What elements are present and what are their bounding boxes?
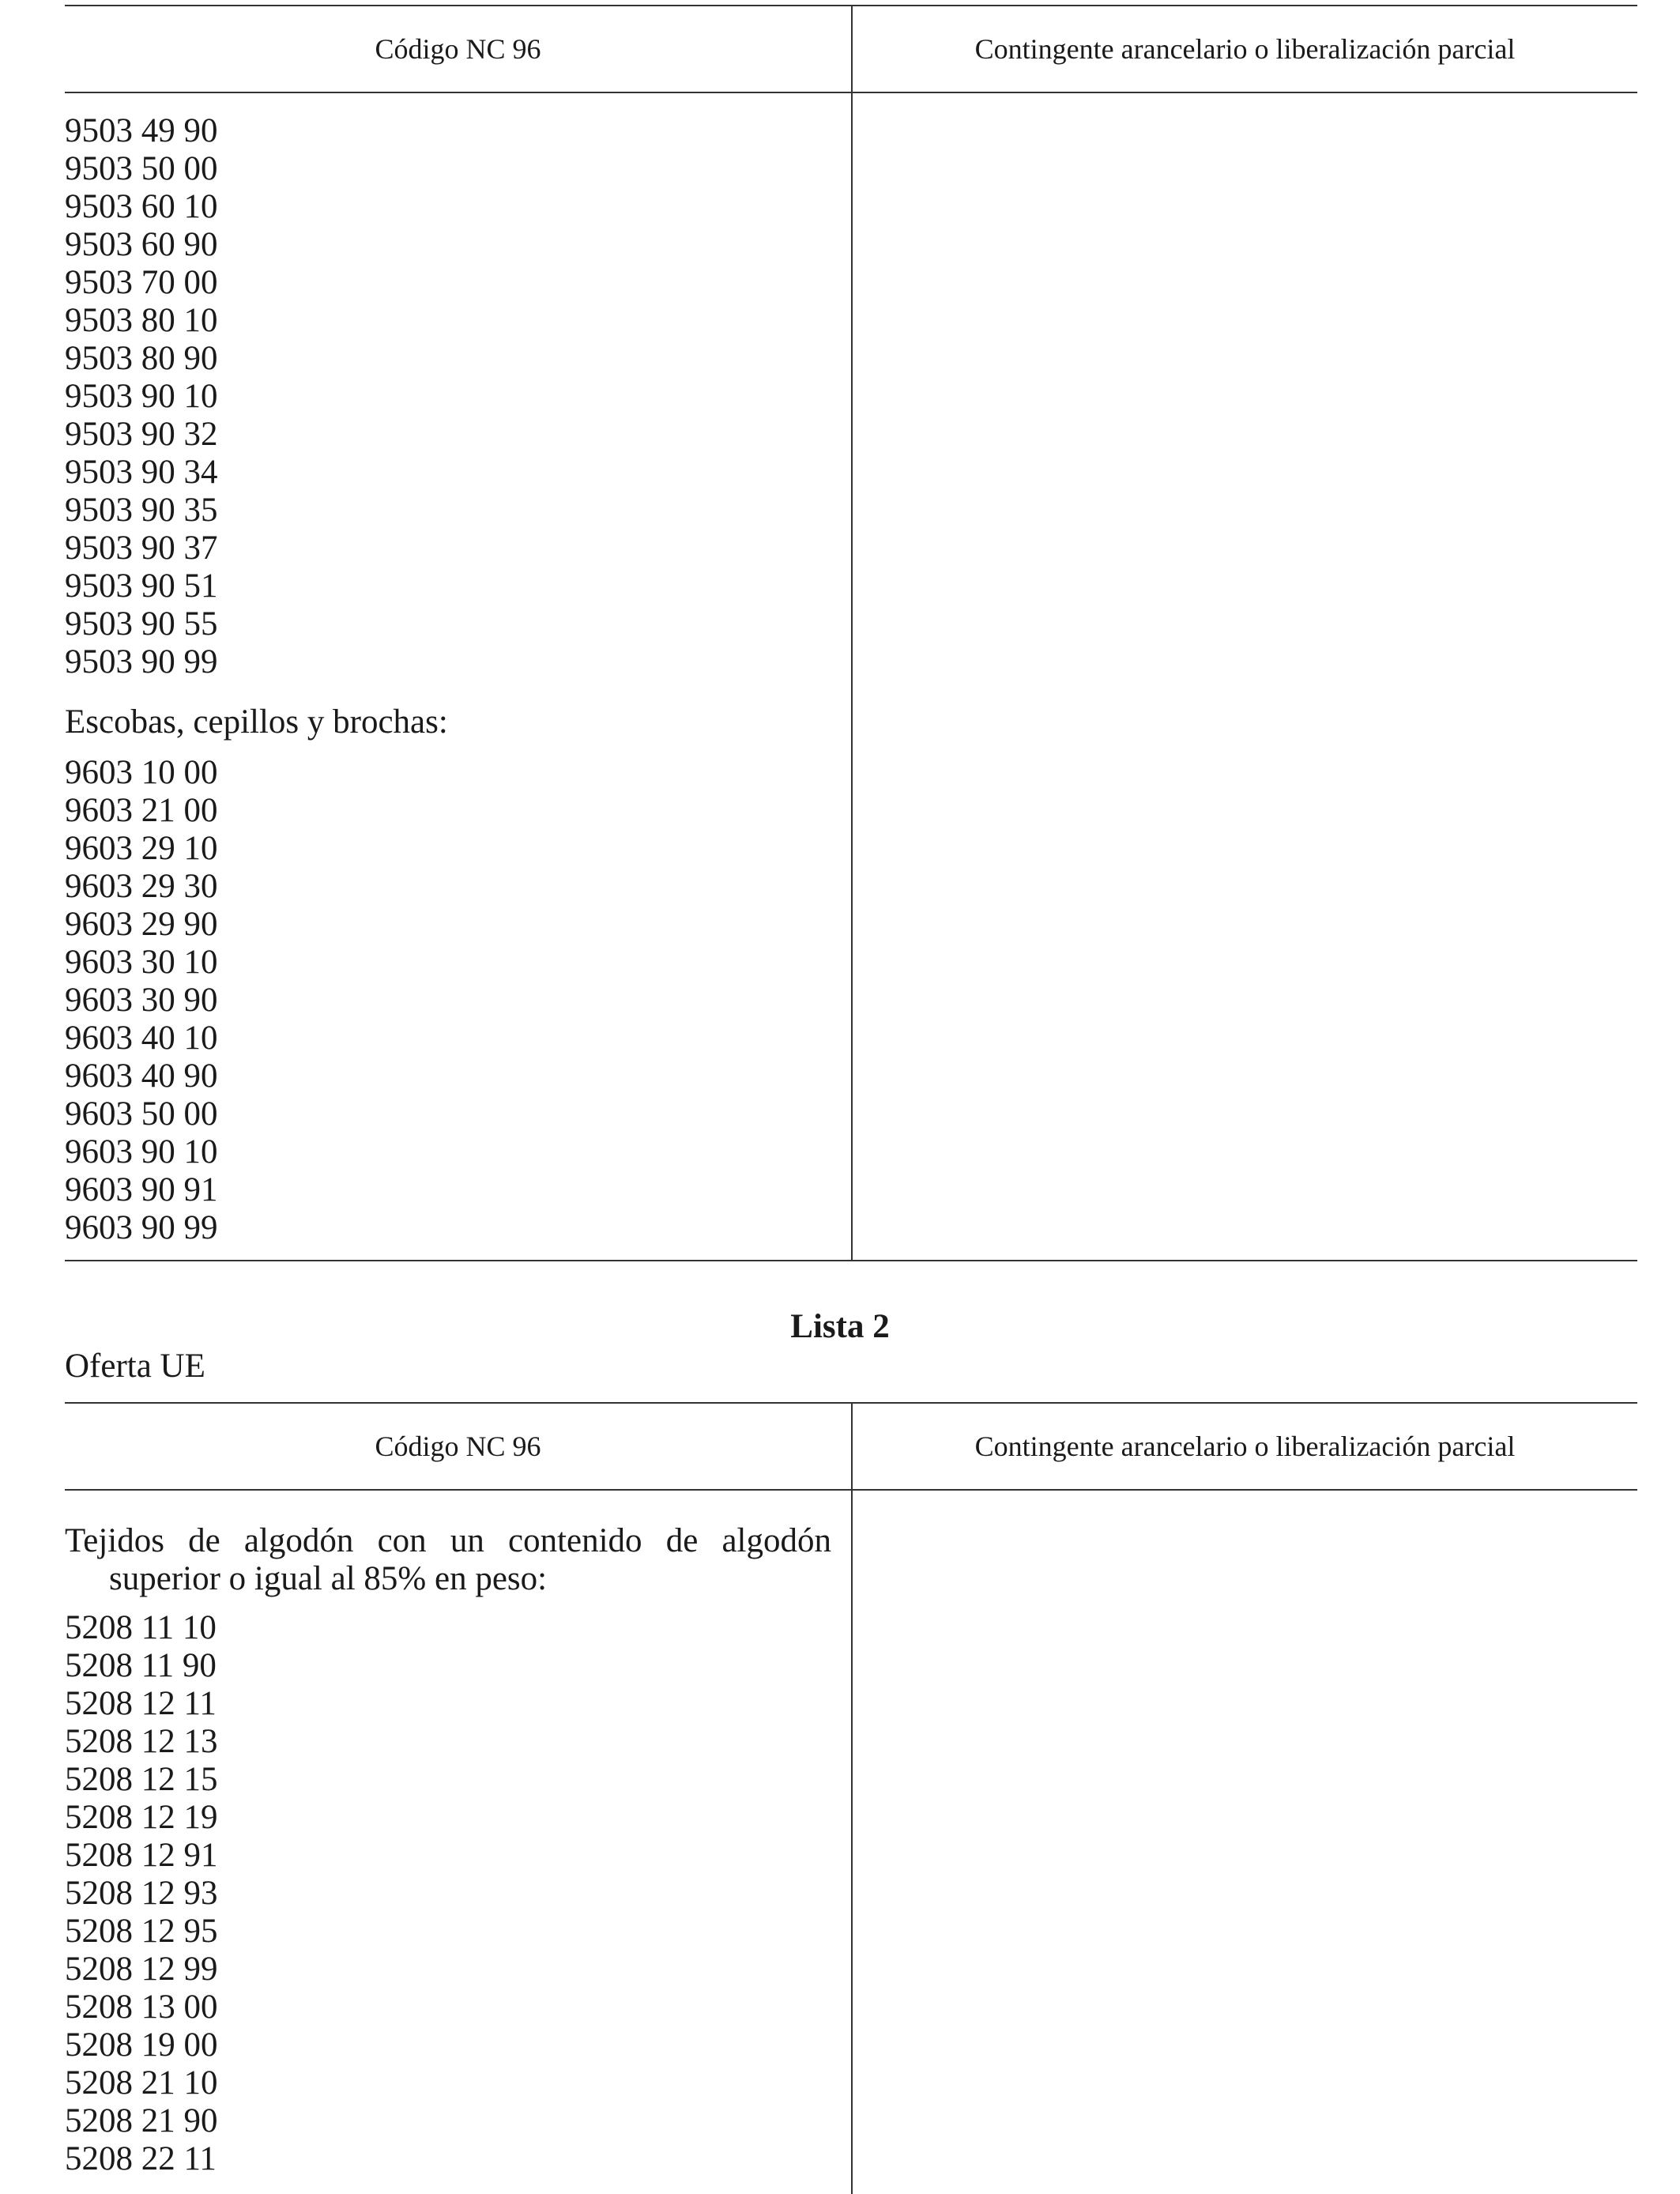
group-label-cotton (65, 1522, 831, 1598)
header-bottom-rule (65, 92, 1637, 93)
code-entry: 9503 49 90 (65, 112, 218, 149)
group-label: Tejidos de algodón con un contenido de algodón superior o igual al 85% en peso: (65, 1522, 831, 1597)
code-entry: 5208 21 90 (65, 2102, 218, 2139)
code-entry: 9603 30 10 (65, 944, 218, 981)
code-entry: 9603 50 00 (65, 1095, 218, 1133)
code-entry: 9603 90 99 (65, 1209, 218, 1246)
section-title: Lista 2 (790, 1308, 890, 1345)
code-entry: 9503 90 10 (65, 378, 218, 415)
code-entry: 5208 11 90 (65, 1647, 217, 1684)
code-entry: 5208 13 00 (65, 1989, 218, 2026)
code-entry: 5208 12 13 (65, 1723, 218, 1760)
code-entry: 9603 29 90 (65, 906, 218, 943)
code-entry: 9503 70 00 (65, 264, 218, 301)
code-entry: 9603 21 00 (65, 792, 218, 829)
header-code: Código NC 96 (375, 1431, 541, 1462)
column-divider (851, 5, 853, 1261)
table-bottom-rule (65, 1260, 1637, 1261)
code-list-c (65, 1609, 823, 2178)
code-entry: 9603 90 10 (65, 1133, 218, 1171)
code-entry: 5208 19 00 (65, 2026, 218, 2064)
group-label: Escobas, cepillos y brochas: (65, 703, 448, 741)
code-entry: 9503 60 90 (65, 226, 218, 263)
group-label-brooms (65, 703, 823, 741)
code-entry: 5208 12 19 (65, 1799, 218, 1836)
code-entry: 9603 10 00 (65, 754, 218, 791)
offer-label: Oferta UE (65, 1348, 205, 1385)
header-quota: Contingente arancelario o liberalización parcial (974, 1431, 1516, 1462)
column-divider (851, 1402, 853, 2194)
code-entry: 9503 50 00 (65, 150, 218, 187)
code-entry: 5208 12 93 (65, 1875, 218, 1912)
tariff-table-2 (65, 1402, 1637, 2194)
code-entry: 9503 80 10 (65, 302, 218, 339)
code-entry: 9503 90 35 (65, 492, 218, 529)
code-entry: 9603 40 90 (65, 1057, 218, 1095)
code-entry: 9503 60 10 (65, 188, 218, 225)
code-entry: 5208 12 99 (65, 1951, 218, 1988)
code-entry: 5208 12 91 (65, 1837, 218, 1874)
code-entry: 9603 40 10 (65, 1020, 218, 1057)
code-entry: 9603 29 30 (65, 868, 218, 905)
header-code: Código NC 96 (375, 33, 541, 65)
code-entry: 9503 80 90 (65, 340, 218, 377)
code-entry: 5208 12 11 (65, 1685, 217, 1722)
code-entry: 9503 90 34 (65, 454, 218, 491)
code-entry: 5208 11 10 (65, 1609, 217, 1646)
code-entry: 5208 12 95 (65, 1913, 218, 1950)
code-entry: 9503 90 37 (65, 530, 218, 567)
code-list-a (65, 112, 823, 681)
header-quota: Contingente arancelario o liberalización parcial (974, 33, 1516, 65)
code-entry: 5208 12 15 (65, 1761, 218, 1798)
code-entry: 9503 90 55 (65, 605, 218, 643)
code-entry: 5208 22 11 (65, 2140, 217, 2177)
code-list-b (65, 754, 823, 1247)
code-entry: 9603 29 10 (65, 830, 218, 867)
code-entry: 9503 90 99 (65, 643, 218, 680)
code-entry: 9603 90 91 (65, 1171, 218, 1208)
code-entry: 9503 90 51 (65, 567, 218, 605)
code-entry: 9603 30 90 (65, 982, 218, 1019)
code-entry: 9503 90 32 (65, 416, 218, 453)
tariff-table-1 (65, 5, 1637, 1261)
header-bottom-rule (65, 1489, 1637, 1491)
code-entry: 5208 21 10 (65, 2064, 218, 2102)
